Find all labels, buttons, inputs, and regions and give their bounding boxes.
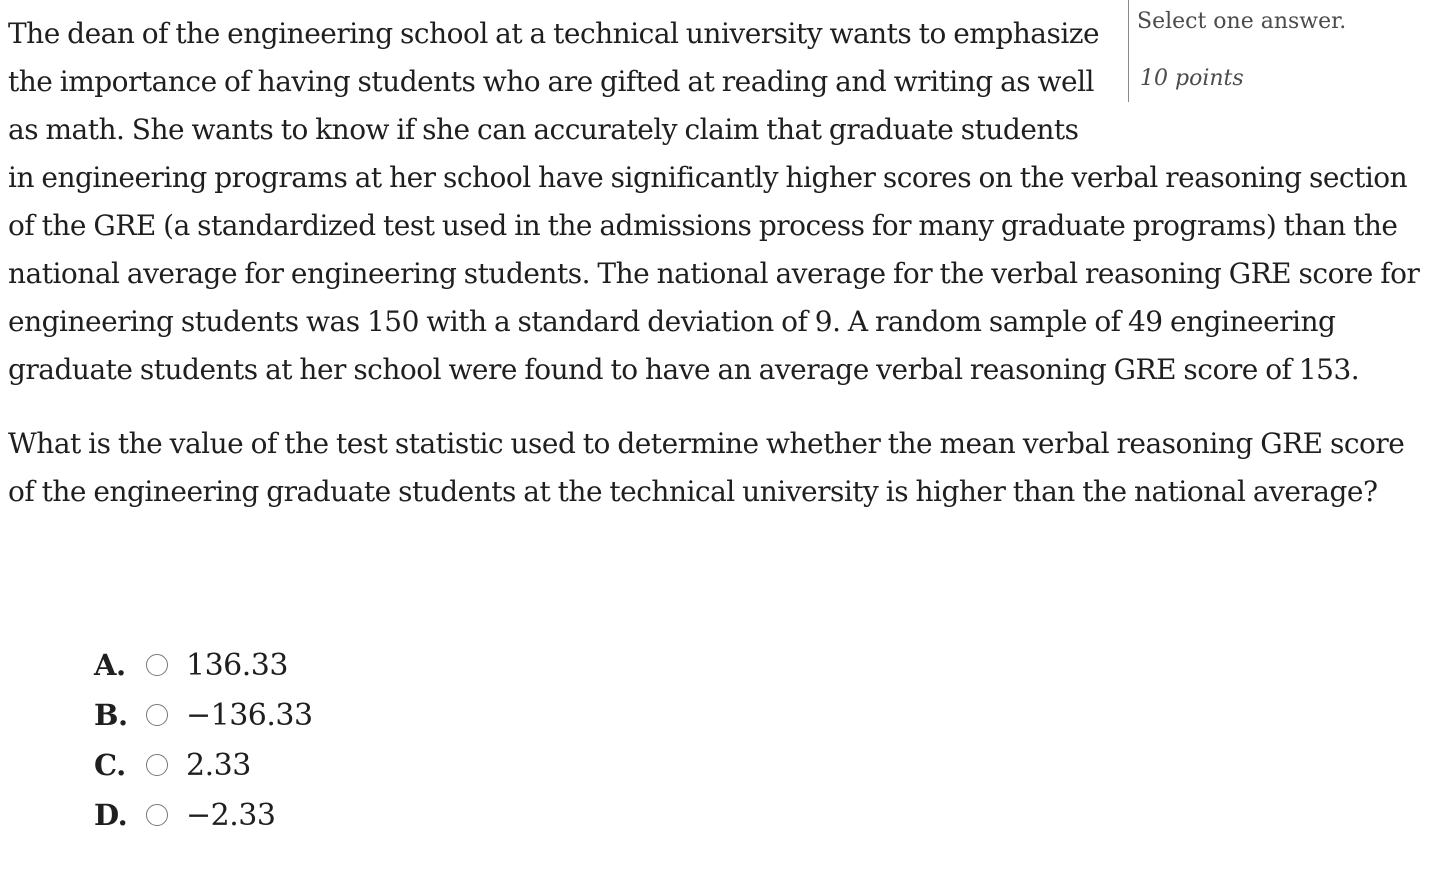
- answer-letter: B.: [94, 698, 128, 732]
- question-container: [8, 10, 1428, 516]
- radio-button-icon[interactable]: [146, 804, 168, 826]
- radio-button-icon[interactable]: [146, 654, 168, 676]
- instruction-text: Select one answer.: [1137, 9, 1347, 34]
- question-prompt: The dean of the engineering school at a technical university wants to emphasize the importance of having students who are gifted at reading and writing as well as math. She wants to know if she can accurately claim that graduate students in engineering programs at her school have significantly higher scores on the verbal reasoning section of the GRE (a standardized test used in the admissions process for many graduate programs) than the national average for engineering students. The national average for the verbal reasoning GRE score for engineering students was 150 with a standard deviation of 9. A random sample of 49 engineering graduate students at her school were found to have an average verbal reasoning GRE score of 153.: [8, 17, 1420, 386]
- answer-letter: C.: [94, 748, 126, 782]
- answer-choices: [94, 640, 594, 840]
- answer-option-b[interactable]: [94, 690, 594, 740]
- points-label: 10 points: [1140, 66, 1244, 91]
- radio-button-icon[interactable]: [146, 754, 168, 776]
- answer-option-d[interactable]: [94, 790, 594, 840]
- answer-letter: A.: [94, 648, 126, 682]
- answer-value: −2.33: [186, 797, 276, 833]
- question-text: What is the value of the test statistic used to determine whether the mean verbal reasoning GRE score of the engineering graduate students at the technical university is higher than the national average?: [8, 427, 1405, 508]
- answer-value: −136.33: [186, 697, 313, 733]
- answer-option-c[interactable]: [94, 740, 594, 790]
- answer-option-a[interactable]: [94, 640, 594, 690]
- answer-value: 136.33: [186, 647, 288, 683]
- radio-button-icon[interactable]: [146, 704, 168, 726]
- question-meta: [1128, 0, 1428, 102]
- answer-value: 2.33: [186, 747, 251, 783]
- answer-letter: D.: [94, 798, 128, 832]
